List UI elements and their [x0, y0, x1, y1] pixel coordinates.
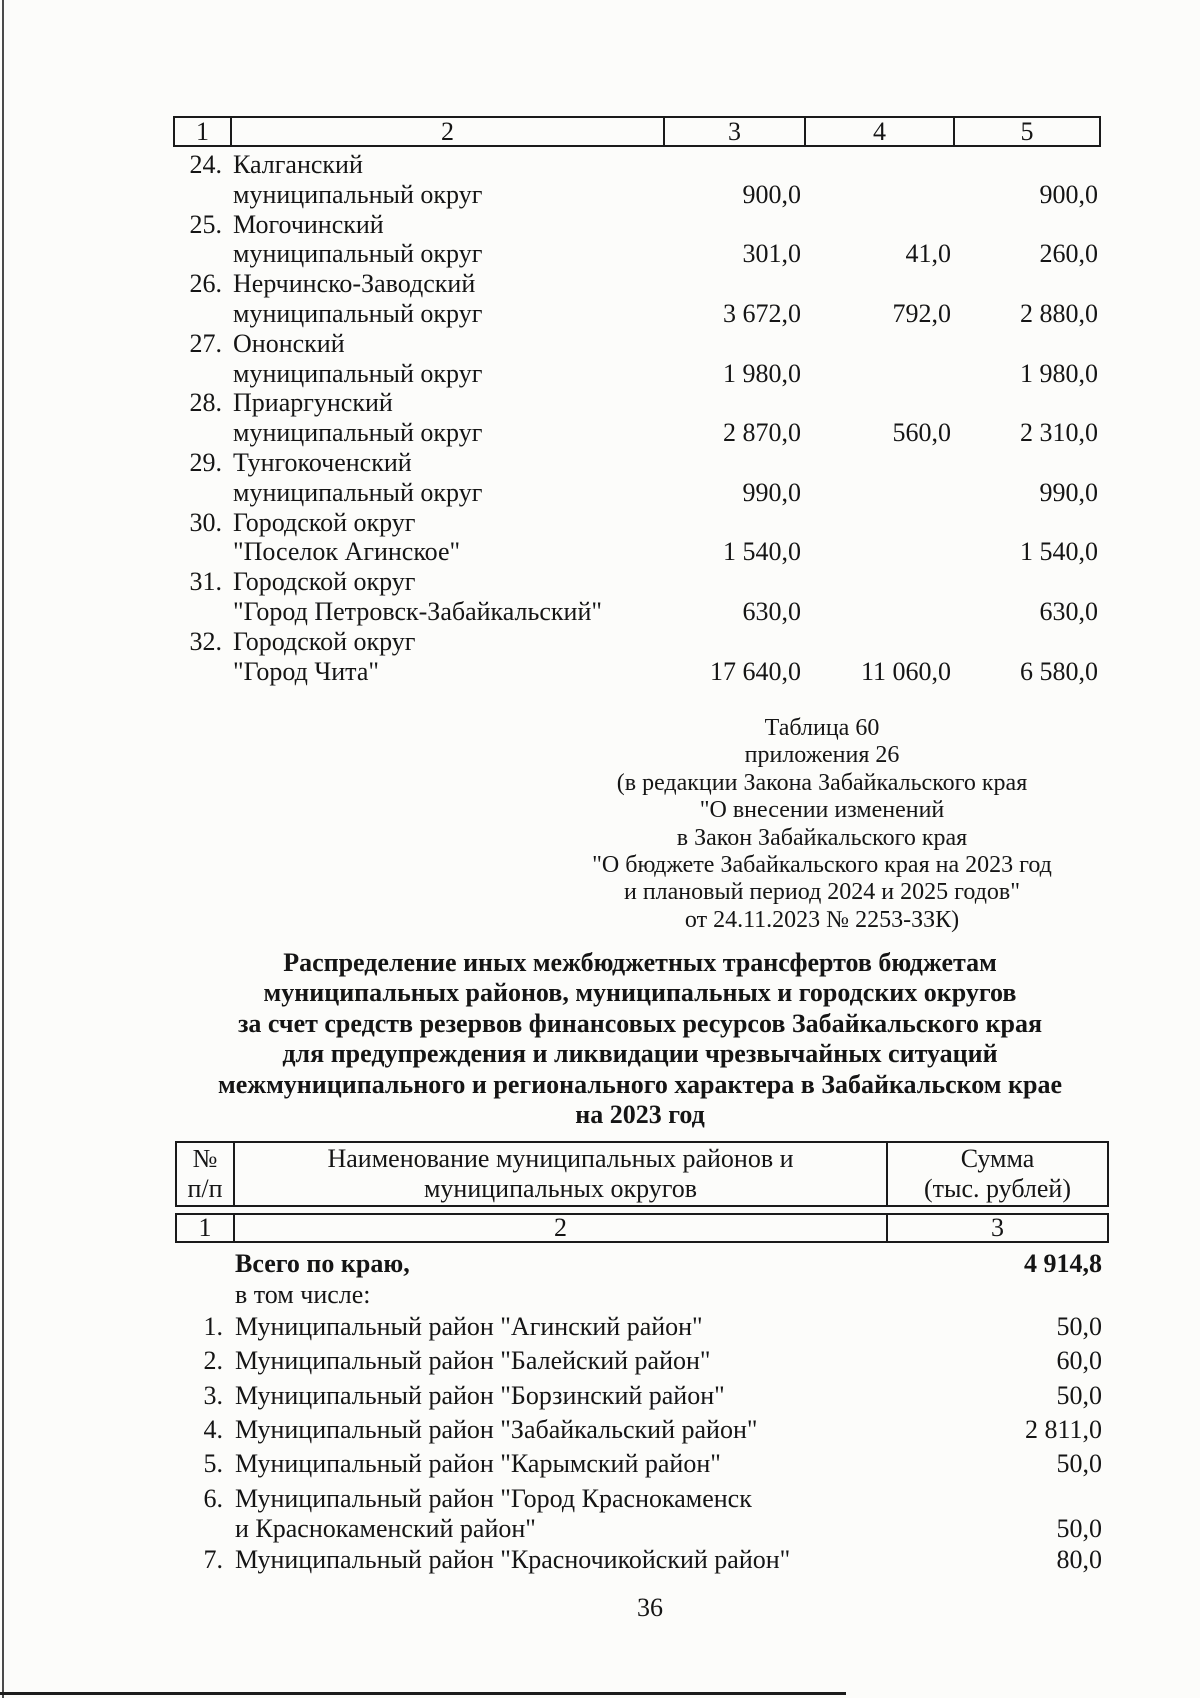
title-line: для предупреждения и ликвидации чрезвычайных ситуаций: [282, 1039, 998, 1069]
title-line: Распределение иных межбюджетных трансфертов бюджетам: [283, 948, 997, 977]
row-name: [230, 448, 663, 508]
row-number: 5.: [203, 1449, 223, 1478]
row-amount: 50,0: [1056, 1312, 1102, 1341]
title-line: межмуниципального и регионального характера в Забайкальском крае: [217, 1069, 1062, 1099]
amount-col4: 560,0: [892, 418, 951, 448]
continued-table-header: [173, 116, 1101, 147]
table-row: [173, 210, 1099, 270]
table-row: [173, 150, 1099, 210]
row-number: 25.: [189, 209, 222, 239]
row-name-line: Муниципальный район "Борзинский район": [235, 1381, 725, 1410]
amount-col3: 301,0: [742, 239, 801, 269]
amount-col4: 11 060,0: [860, 656, 951, 686]
row-name-line: "Город Петровск-Забайкальский": [233, 596, 602, 626]
column-number: 5: [954, 117, 1100, 146]
table-row: [175, 1312, 1107, 1342]
amount-col3: 1 540,0: [723, 537, 801, 567]
row-number: 30.: [189, 507, 222, 537]
row-name: [233, 1312, 886, 1342]
row-name: [230, 269, 663, 329]
header-amount-line: (тыс. рублей): [923, 1174, 1071, 1203]
amount-col5: 1 980,0: [1020, 358, 1098, 388]
title-line: на 2023 год: [575, 1100, 705, 1130]
table-reference-line: Таблица 60: [764, 715, 880, 741]
row-name-line: Ононский: [233, 328, 345, 358]
row-name-line: Калганский: [233, 150, 363, 179]
amount-col3: 630,0: [742, 596, 801, 626]
row-name: [230, 150, 663, 210]
row-number: 32.: [189, 626, 222, 656]
row-name-line: Городской округ: [233, 567, 416, 597]
row-name-line: Городской округ: [233, 507, 416, 537]
amount-col4: 792,0: [892, 298, 951, 328]
table-row: [173, 388, 1099, 448]
header-number: [176, 1142, 234, 1206]
row-name: [233, 1346, 886, 1376]
row-name: [233, 1545, 886, 1575]
table-reference-line: "О внесении изменений: [699, 797, 945, 824]
row-amount: 2 811,0: [1024, 1415, 1102, 1444]
row-number: 26.: [189, 269, 222, 299]
row-name: [230, 210, 663, 270]
row-name-line: муниципальный округ: [233, 179, 483, 209]
column-number-row: [174, 117, 1100, 146]
row-amount: 50,0: [1056, 1449, 1102, 1478]
row-name: [230, 388, 663, 448]
table-row: [173, 448, 1099, 508]
table-row: [173, 329, 1099, 389]
row-name-line: Муниципальный район "Карымский район": [235, 1449, 721, 1478]
table-row: [173, 508, 1099, 568]
header-number-line: п/п: [187, 1174, 223, 1203]
including-label: в том числе:: [235, 1280, 371, 1309]
row-number: 1.: [203, 1312, 223, 1341]
column-number: 2: [234, 1214, 887, 1242]
table-row: [175, 1545, 1107, 1575]
row-name: [230, 329, 663, 389]
amount-col3: 1 980,0: [723, 358, 801, 388]
column-number: 3: [664, 117, 805, 146]
amount-col5: 630,0: [1039, 596, 1098, 626]
table-reference-line: и плановый период 2024 и 2025 годов": [623, 879, 1021, 906]
row-name-line: Могочинский: [233, 209, 384, 239]
header-number-line: №: [192, 1144, 218, 1173]
scan-bottom-line: [0, 1692, 846, 1695]
row-number: 7.: [203, 1545, 223, 1574]
column-number: 1: [174, 117, 231, 146]
table-reference-line: от 24.11.2023 № 2253-ЗЗК): [684, 906, 960, 933]
row-name-line: муниципальный округ: [233, 477, 483, 507]
row-name: [230, 627, 663, 687]
row-number: 4.: [203, 1415, 223, 1444]
column-number: 2: [231, 117, 664, 146]
page-number: 36: [637, 1593, 663, 1622]
column-number-row: [176, 1214, 1108, 1242]
row-number: 29.: [189, 447, 222, 477]
continued-table-body: [173, 150, 1099, 686]
row-name-line: Нерчинско-Заводский: [233, 269, 476, 299]
table-row: [173, 567, 1099, 627]
table-row: [175, 1449, 1107, 1479]
row-number: 2.: [203, 1346, 223, 1375]
total-value: 4 914,8: [1024, 1249, 1102, 1278]
amount-col5: 900,0: [1039, 179, 1098, 209]
amount-col5: 1 540,0: [1020, 537, 1098, 567]
row-name-line: Приаргунский: [233, 388, 393, 418]
row-name-line: муниципальный округ: [233, 418, 483, 448]
header-name: [234, 1142, 887, 1206]
column-number: 1: [176, 1214, 234, 1242]
row-name-line: муниципальный округ: [233, 239, 483, 269]
amount-col5: 2 310,0: [1020, 418, 1098, 448]
row-name: [233, 1449, 886, 1479]
header-amount: [887, 1142, 1108, 1206]
row-number: 6.: [203, 1484, 223, 1513]
row-name-line: Тунгокоченский: [233, 447, 412, 477]
row-number: 3.: [203, 1381, 223, 1410]
distribution-table-column-numbers: [175, 1213, 1109, 1243]
row-number: 28.: [189, 388, 222, 418]
amount-col5: 6 580,0: [1020, 656, 1098, 686]
row-amount: 50,0: [1056, 1514, 1102, 1543]
row-name: [230, 508, 663, 568]
row-name-line: муниципальный округ: [233, 358, 483, 388]
header-row: [176, 1142, 1108, 1206]
table-row: [173, 627, 1099, 687]
row-name-line: муниципальный округ: [233, 298, 483, 328]
amount-col3: 2 870,0: [723, 418, 801, 448]
total-row: [175, 1249, 1107, 1279]
row-name: [233, 1381, 886, 1411]
document-title: [160, 948, 1120, 1130]
row-name: [230, 567, 663, 627]
amount-col5: 990,0: [1039, 477, 1098, 507]
table-row: [173, 269, 1099, 329]
row-name-line: Муниципальный район "Забайкальский район": [235, 1415, 758, 1444]
header-name-line: муниципальных округов: [423, 1174, 698, 1203]
header-amount-line: Сумма: [960, 1144, 1035, 1173]
amount-col3: 990,0: [742, 477, 801, 507]
row-name: [233, 1415, 886, 1445]
amount-col3: 17 640,0: [710, 656, 801, 686]
row-name-line: "Поселок Агинское": [233, 537, 461, 567]
row-name-line: Муниципальный район "Балейский район": [235, 1346, 711, 1375]
row-number: 24.: [189, 150, 222, 179]
row-name: [233, 1484, 886, 1544]
title-line: муниципальных районов, муниципальных и городских округов: [263, 978, 1017, 1008]
including-row: [175, 1280, 1107, 1310]
row-amount: 60,0: [1056, 1346, 1102, 1375]
amount-col3: 3 672,0: [723, 298, 801, 328]
table-reference: [560, 715, 1084, 934]
title-line: за счет средств резервов финансовых ресурсов Забайкальского края: [237, 1008, 1043, 1038]
amount-col4: 41,0: [905, 239, 951, 269]
table-reference-line: (в редакции Закона Забайкальского края: [616, 769, 1028, 796]
row-name-line: и Краснокаменский район": [235, 1514, 536, 1543]
table-row: [175, 1415, 1107, 1445]
row-name-line: Городской округ: [233, 626, 416, 656]
table-row: [175, 1484, 1107, 1544]
scan-edge-line: [2, 0, 4, 1698]
amount-col5: 260,0: [1039, 239, 1098, 269]
row-amount: 50,0: [1056, 1381, 1102, 1410]
amount-col3: 900,0: [742, 179, 801, 209]
table-row: [175, 1346, 1107, 1376]
row-name-line: Муниципальный район "Красночикойский район": [235, 1545, 791, 1574]
table-row: [175, 1381, 1107, 1411]
distribution-table-header: [175, 1141, 1109, 1207]
row-amount: 80,0: [1056, 1545, 1102, 1574]
row-number: 27.: [189, 328, 222, 358]
column-number: 4: [805, 117, 954, 146]
table-reference-line: в Закон Забайкальского края: [676, 824, 968, 851]
table-reference-line: приложения 26: [744, 742, 900, 769]
row-name-line: Муниципальный район "Агинский район": [235, 1312, 703, 1341]
column-number: 3: [887, 1214, 1108, 1242]
total-label: Всего по краю,: [235, 1249, 410, 1278]
header-name-line: Наименование муниципальных районов и: [327, 1144, 794, 1173]
row-number: 31.: [189, 567, 222, 597]
row-name-line: Муниципальный район "Город Краснокаменск: [235, 1484, 752, 1513]
amount-col5: 2 880,0: [1020, 298, 1098, 328]
table-reference-line: "О бюджете Забайкальского края на 2023 год: [592, 852, 1052, 879]
row-name-line: "Город Чита": [233, 656, 379, 686]
